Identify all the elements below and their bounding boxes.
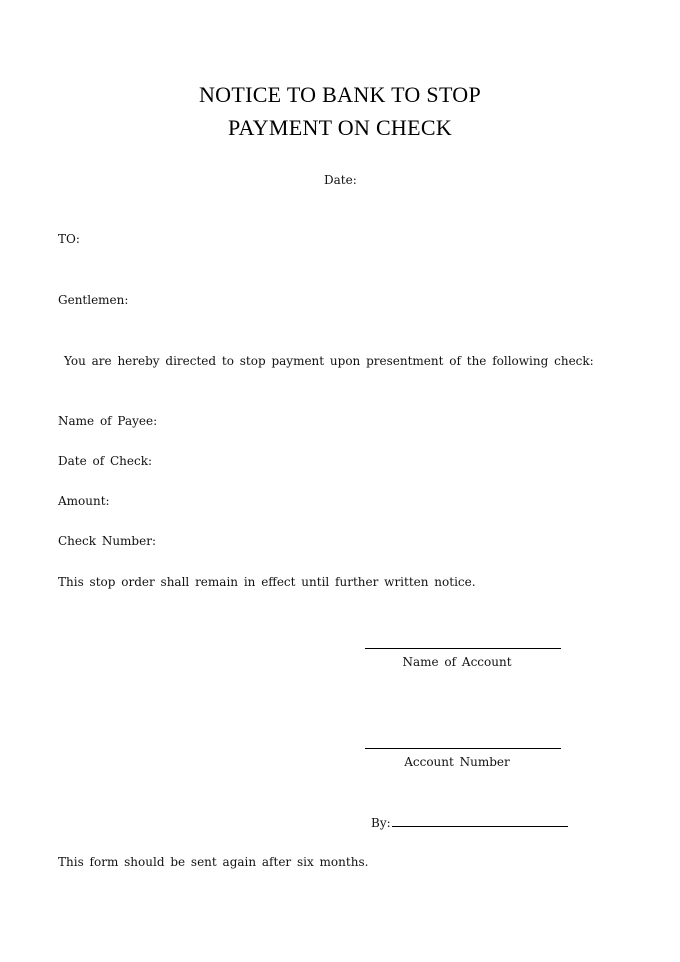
name-of-account-label: Name of Account [402, 655, 512, 669]
instruction-text: You are hereby directed to stop payment upon presentment of the following check: [64, 354, 594, 368]
check-number-label: Check Number: [58, 534, 156, 548]
title-line-1: NOTICE TO BANK TO STOP [198, 82, 482, 107]
by-label: By: [371, 816, 391, 830]
account-number-signature-line [365, 748, 561, 749]
date-label: Date: [324, 173, 357, 187]
stop-order-note: This stop order shall remain in effect until further written notice. [58, 575, 476, 589]
account-number-label: Account Number [404, 755, 510, 769]
name-of-account-signature-line [365, 648, 561, 649]
by-signature-line [392, 815, 568, 827]
to-label: TO: [58, 232, 80, 246]
salutation: Gentlemen: [58, 293, 129, 307]
footer-note: This form should be sent again after six months. [58, 855, 369, 869]
title-line-2: PAYMENT ON CHECK [227, 115, 453, 140]
date-of-check-label: Date of Check: [58, 454, 153, 468]
payee-label: Name of Payee: [58, 414, 158, 428]
amount-label: Amount: [58, 494, 110, 508]
by-signature-row [371, 815, 568, 831]
